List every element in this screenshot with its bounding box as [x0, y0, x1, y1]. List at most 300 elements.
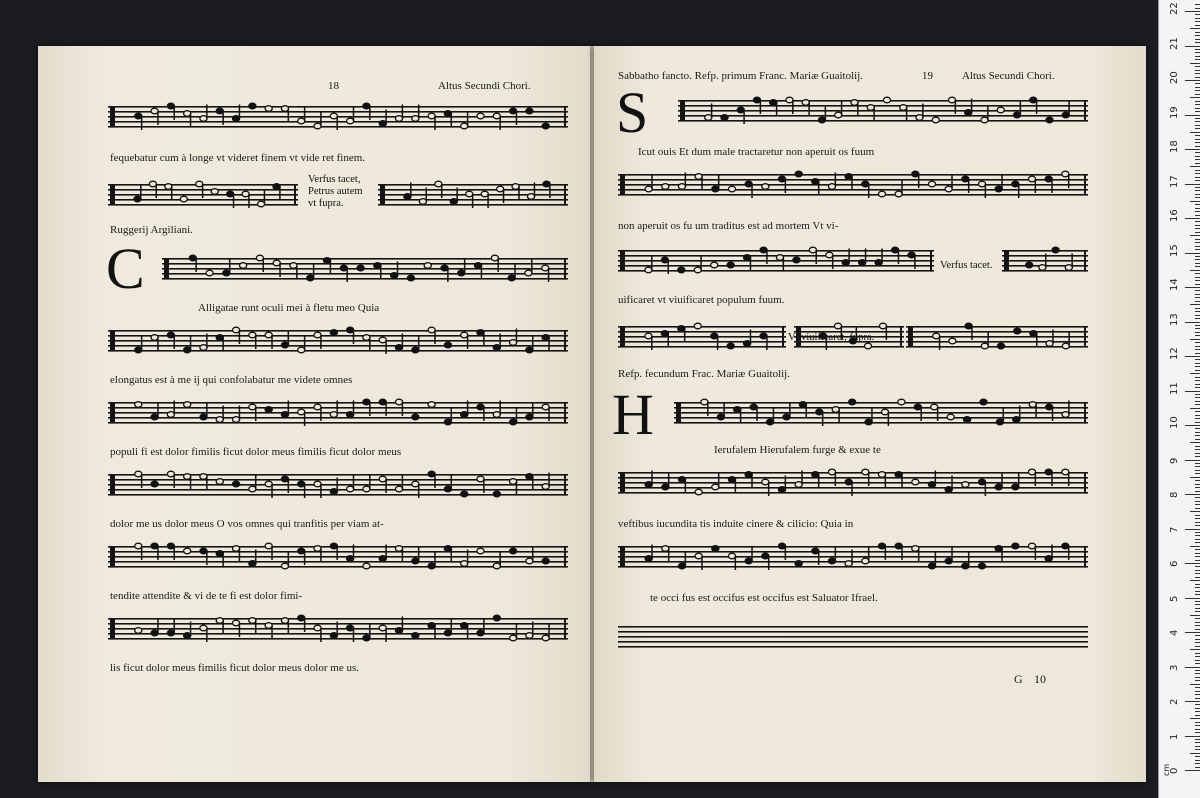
note-stem — [320, 112, 322, 126]
note-head — [298, 481, 305, 487]
note-stem — [141, 474, 143, 488]
ruler-tick — [1190, 580, 1200, 581]
ruler-number: 19 — [1169, 105, 1180, 119]
note-stem — [668, 549, 670, 563]
note-head — [778, 176, 785, 182]
note-head — [662, 484, 669, 490]
note-head — [744, 341, 751, 347]
note-stem — [825, 106, 827, 120]
lyric-line-1: fequebatur cum à longe vt videret finem vt vide ret finem. — [110, 152, 366, 164]
note-stem — [353, 107, 355, 121]
note-stem — [935, 552, 937, 566]
note-stem — [248, 194, 250, 208]
note-head — [762, 184, 769, 190]
ruler-tick — [1195, 522, 1200, 523]
note-head — [135, 628, 142, 634]
ruler-tick — [1190, 546, 1200, 547]
note-stem — [385, 402, 387, 416]
note-stem — [918, 549, 920, 563]
note-stem — [380, 266, 382, 280]
ruler-tick — [1195, 125, 1200, 126]
note-head — [828, 184, 835, 190]
note-stem — [304, 336, 306, 350]
ruler-tick — [1195, 453, 1200, 454]
note-stem — [1001, 175, 1003, 189]
note-head — [314, 546, 321, 552]
note-head — [444, 630, 451, 636]
ruler-tick — [1195, 156, 1200, 157]
ruler-tick — [1195, 342, 1200, 343]
note-stem — [768, 556, 770, 570]
staff-r6 — [618, 462, 1088, 508]
note-head — [307, 275, 314, 281]
note-stem — [937, 407, 939, 421]
note-stem — [668, 473, 670, 487]
ruler-tick — [1185, 701, 1200, 702]
ruler-number: 21 — [1169, 36, 1180, 50]
note-head — [135, 113, 142, 119]
ruler-tick — [1195, 177, 1200, 178]
note-stem — [279, 263, 281, 277]
bar-line — [564, 106, 566, 128]
note-head — [928, 482, 935, 488]
versus-tacet-block — [308, 174, 363, 210]
note-head — [363, 563, 370, 569]
note-stem — [353, 401, 355, 415]
note-head — [818, 117, 825, 123]
note-stem — [871, 408, 873, 422]
note-head — [512, 184, 519, 190]
ruler-tick — [1190, 684, 1200, 685]
note-stem — [756, 407, 758, 421]
staff-line — [618, 477, 1088, 479]
note-stem — [851, 177, 853, 191]
note-head — [200, 116, 207, 122]
ruler-tick — [1185, 667, 1200, 668]
note-head — [347, 625, 354, 631]
note-stem — [914, 255, 916, 269]
note-head — [444, 419, 451, 425]
note-head — [249, 561, 256, 567]
note-stem — [434, 474, 436, 488]
note-head — [795, 561, 802, 567]
ruler-tick — [1195, 463, 1200, 464]
lyric-r7: te occi fus est occifus est occifus est Saluator Ifrael. — [650, 592, 878, 604]
note-head — [542, 335, 549, 341]
note-head — [323, 258, 330, 264]
ruler-tick — [1185, 184, 1200, 185]
ruler-tick — [1195, 4, 1200, 5]
ruler-tick — [1195, 428, 1200, 429]
note-head — [265, 332, 272, 338]
ruler-tick — [1195, 629, 1200, 630]
note-head — [947, 414, 954, 420]
staff-line — [618, 636, 1088, 638]
note-head — [347, 486, 354, 492]
staff-r7 — [618, 536, 1088, 582]
note-stem — [456, 188, 458, 202]
note-stem — [951, 547, 953, 561]
note-stem — [202, 184, 204, 198]
note-head — [298, 548, 305, 554]
ruler-number: 18 — [1169, 140, 1180, 153]
ruler-tick — [1195, 687, 1200, 688]
ruler-tick — [1195, 508, 1200, 509]
note-stem — [766, 336, 768, 350]
note-head — [232, 417, 239, 423]
ruler-tick — [1195, 670, 1200, 671]
ruler-tick — [1195, 466, 1200, 467]
note-stem — [888, 412, 890, 426]
ruler-tick — [1195, 380, 1200, 381]
note-head — [444, 111, 451, 117]
ruler-tick — [1185, 322, 1200, 323]
note-head — [363, 486, 370, 492]
staff-line — [906, 331, 1088, 333]
note-head — [1030, 331, 1037, 337]
note-head — [493, 113, 500, 119]
note-head — [196, 181, 203, 187]
ruler-tick — [1195, 497, 1200, 498]
note-stem — [304, 618, 306, 632]
note-head — [770, 100, 777, 106]
staff-line — [162, 268, 568, 270]
note-head — [912, 479, 919, 485]
ruler-tick — [1195, 411, 1200, 412]
note-head — [962, 482, 969, 488]
note-head — [1012, 484, 1019, 490]
note-stem — [385, 110, 387, 124]
note-stem — [503, 189, 505, 203]
ruler-tick — [1195, 266, 1200, 267]
ruler-tick — [1195, 473, 1200, 474]
staff-line — [108, 330, 568, 332]
note-head — [330, 412, 337, 418]
note-stem — [743, 110, 745, 124]
ruler-tick — [1185, 460, 1200, 461]
note-head — [728, 186, 735, 192]
bar-line — [564, 330, 566, 352]
note-stem — [487, 194, 489, 208]
note-stem — [288, 552, 290, 566]
note-stem — [385, 479, 387, 493]
ruler-tick — [1190, 63, 1200, 64]
note-head — [526, 633, 533, 639]
note-stem — [499, 552, 501, 566]
note-head — [753, 97, 760, 103]
note-head — [933, 333, 940, 339]
note-stem — [288, 621, 290, 635]
note-stem — [255, 407, 257, 421]
note-head — [728, 477, 735, 483]
clef-mark — [380, 184, 385, 204]
note-stem — [206, 334, 208, 348]
ruler-tick — [1195, 353, 1200, 354]
note-head — [1014, 328, 1021, 334]
note-stem — [1020, 101, 1022, 115]
note-stem — [1051, 472, 1053, 486]
note-stem — [865, 249, 867, 263]
note-head — [928, 181, 935, 187]
note-stem — [801, 471, 803, 485]
staff-line — [108, 474, 568, 476]
ruler-tick — [1195, 104, 1200, 105]
note-head — [281, 563, 288, 569]
note-head — [978, 181, 985, 187]
clef-mark — [110, 402, 115, 422]
note-stem — [835, 472, 837, 486]
left-running-title: Altus Secundi Chori. — [438, 80, 531, 92]
ruler-tick — [1190, 753, 1200, 754]
note-stem — [751, 547, 753, 561]
note-stem — [239, 623, 241, 637]
note-stem — [987, 106, 989, 120]
note-stem — [467, 550, 469, 564]
note-head — [1046, 117, 1053, 123]
note-stem — [385, 628, 387, 642]
note-head — [510, 419, 517, 425]
ruler-tick — [1195, 242, 1200, 243]
ruler-tick — [1195, 335, 1200, 336]
note-stem — [685, 480, 687, 494]
note-head — [1012, 181, 1019, 187]
note-stem — [481, 266, 483, 280]
staff-line — [618, 626, 1088, 628]
note-stem — [851, 550, 853, 564]
staff-line — [618, 179, 1088, 181]
ruler-tick — [1195, 725, 1200, 726]
note-stem — [264, 190, 266, 204]
note-stem — [868, 547, 870, 561]
note-head — [760, 247, 767, 253]
ruler-number: 17 — [1169, 174, 1180, 188]
note-stem — [1035, 546, 1037, 560]
note-head — [878, 191, 885, 197]
ruler-tick — [1195, 663, 1200, 664]
note-head — [379, 121, 386, 127]
note-stem — [1068, 546, 1070, 560]
note-head — [542, 404, 549, 410]
clef-mark — [110, 546, 115, 566]
note-head — [374, 263, 381, 269]
ruler-tick — [1195, 435, 1200, 436]
note-stem — [369, 402, 371, 416]
ruler-tick — [1195, 346, 1200, 347]
ruler-tick — [1195, 577, 1200, 578]
staff-8 — [108, 608, 568, 654]
note-stem — [173, 474, 175, 488]
note-head — [711, 333, 718, 339]
note-head — [273, 260, 280, 266]
staff-6 — [108, 464, 568, 510]
note-head — [232, 327, 239, 333]
note-stem — [548, 407, 550, 421]
ruler-tick — [1195, 635, 1200, 636]
note-head — [1039, 265, 1046, 271]
note-stem — [1045, 254, 1047, 268]
note-head — [200, 625, 207, 631]
note-stem — [785, 546, 787, 560]
staff-line — [674, 422, 1088, 424]
note-stem — [1035, 179, 1037, 193]
ruler-tick — [1190, 166, 1200, 167]
note-head — [828, 558, 835, 564]
note-stem — [499, 116, 501, 130]
ruler-tick — [1195, 432, 1200, 433]
note-stem — [483, 619, 485, 633]
note-stem — [818, 551, 820, 565]
ruler-number: 1 — [1169, 733, 1180, 740]
note-head — [510, 635, 517, 641]
note-head — [1028, 176, 1035, 182]
clef-mark — [680, 100, 685, 120]
note-stem — [549, 184, 551, 198]
ruler-tick — [1195, 246, 1200, 247]
ruler-tick — [1190, 28, 1200, 29]
ruler-tick — [1195, 363, 1200, 364]
note-head — [330, 543, 337, 549]
ruler-tick — [1195, 225, 1200, 226]
note-head — [678, 326, 685, 332]
ruler-tick — [1190, 615, 1200, 616]
note-head — [184, 402, 191, 408]
staff-line — [108, 633, 568, 635]
ruler-tick — [1195, 673, 1200, 674]
note-stem — [467, 401, 469, 415]
ruler-tick — [1195, 484, 1200, 485]
note-head — [167, 332, 174, 338]
ruler-tick — [1195, 439, 1200, 440]
note-stem — [156, 184, 158, 198]
note-head — [481, 191, 488, 197]
tacet-line-2: Petrus autem — [308, 186, 363, 197]
note-stem — [190, 114, 192, 128]
note-stem — [353, 628, 355, 642]
note-stem — [497, 258, 499, 272]
clef-mark — [164, 258, 169, 278]
note-stem — [667, 334, 669, 348]
note-head — [645, 186, 652, 192]
note-stem — [271, 626, 273, 640]
note-stem — [171, 187, 173, 201]
note-head — [766, 419, 773, 425]
ruler-tick — [1195, 625, 1200, 626]
note-stem — [336, 401, 338, 415]
ruler-tick — [1195, 422, 1200, 423]
ruler-tick — [1195, 418, 1200, 419]
note-stem — [330, 261, 332, 275]
note-head — [135, 543, 142, 549]
staff-line — [108, 628, 568, 630]
note-head — [379, 399, 386, 405]
staff-line — [108, 561, 568, 563]
note-stem — [173, 106, 175, 120]
note-head — [167, 103, 174, 109]
note-stem — [451, 408, 453, 422]
note-head — [151, 335, 158, 341]
note-head — [314, 404, 321, 410]
note-head — [135, 347, 142, 353]
note-stem — [157, 111, 159, 125]
note-head — [883, 97, 890, 103]
ruler-tick — [1195, 594, 1200, 595]
note-head — [450, 199, 457, 205]
note-stem — [441, 184, 443, 198]
staff-r4c — [906, 316, 1088, 352]
ruler-tick — [1195, 749, 1200, 750]
note-head — [995, 546, 1002, 552]
drop-cap-h: H — [612, 382, 654, 447]
clef-mark — [1004, 250, 1009, 270]
ruler-tick — [1195, 677, 1200, 678]
ruler-number: 20 — [1169, 71, 1180, 84]
note-head — [744, 255, 751, 261]
bar-line — [564, 546, 566, 568]
note-head — [167, 471, 174, 477]
ruler-tick — [1195, 691, 1200, 692]
ruler-tick — [1195, 532, 1200, 533]
ruler-tick — [1195, 394, 1200, 395]
staff-line — [618, 194, 1088, 196]
note-head — [1062, 543, 1069, 549]
note-head — [542, 265, 549, 271]
ruler-number: 8 — [1169, 491, 1180, 498]
ruler-tick — [1195, 121, 1200, 122]
lyric-r5: Ierufalem Hierufalem furge & exue te — [714, 444, 881, 456]
right-running-title: Altus Secundi Chori. — [962, 70, 1055, 82]
ruler-tick — [1195, 556, 1200, 557]
note-head — [265, 623, 272, 629]
note-head — [678, 184, 685, 190]
note-head — [273, 184, 280, 190]
note-head — [542, 123, 549, 129]
ruler-tick — [1195, 259, 1200, 260]
note-head — [281, 412, 288, 418]
note-stem — [190, 477, 192, 491]
ruler-tick — [1195, 256, 1200, 257]
note-stem — [985, 482, 987, 496]
ruler-number: 13 — [1169, 312, 1180, 326]
note-head — [347, 327, 354, 333]
measuring-ruler — [1158, 0, 1200, 798]
note-head — [945, 487, 952, 493]
note-head — [712, 484, 719, 490]
note-head — [762, 553, 769, 559]
right-page — [594, 46, 1146, 782]
ruler-tick — [1195, 366, 1200, 367]
note-head — [265, 543, 272, 549]
note-stem — [467, 112, 469, 126]
note-head — [727, 262, 734, 268]
note-stem — [922, 104, 924, 118]
note-stem — [1052, 330, 1054, 344]
ruler-unit-label: cm — [1162, 763, 1171, 776]
ruler-tick — [1195, 639, 1200, 640]
ruler-tick — [1195, 94, 1200, 95]
ruler-tick — [1195, 221, 1200, 222]
right-page-number: 19 — [922, 70, 933, 82]
note-stem — [901, 475, 903, 489]
ruler-tick — [1195, 698, 1200, 699]
note-head — [892, 247, 899, 253]
note-head — [180, 196, 187, 202]
note-stem — [336, 546, 338, 560]
note-head — [298, 615, 305, 621]
note-head — [134, 196, 141, 202]
note-head — [1013, 417, 1020, 423]
note-stem — [141, 336, 143, 350]
note-stem — [1068, 401, 1070, 415]
